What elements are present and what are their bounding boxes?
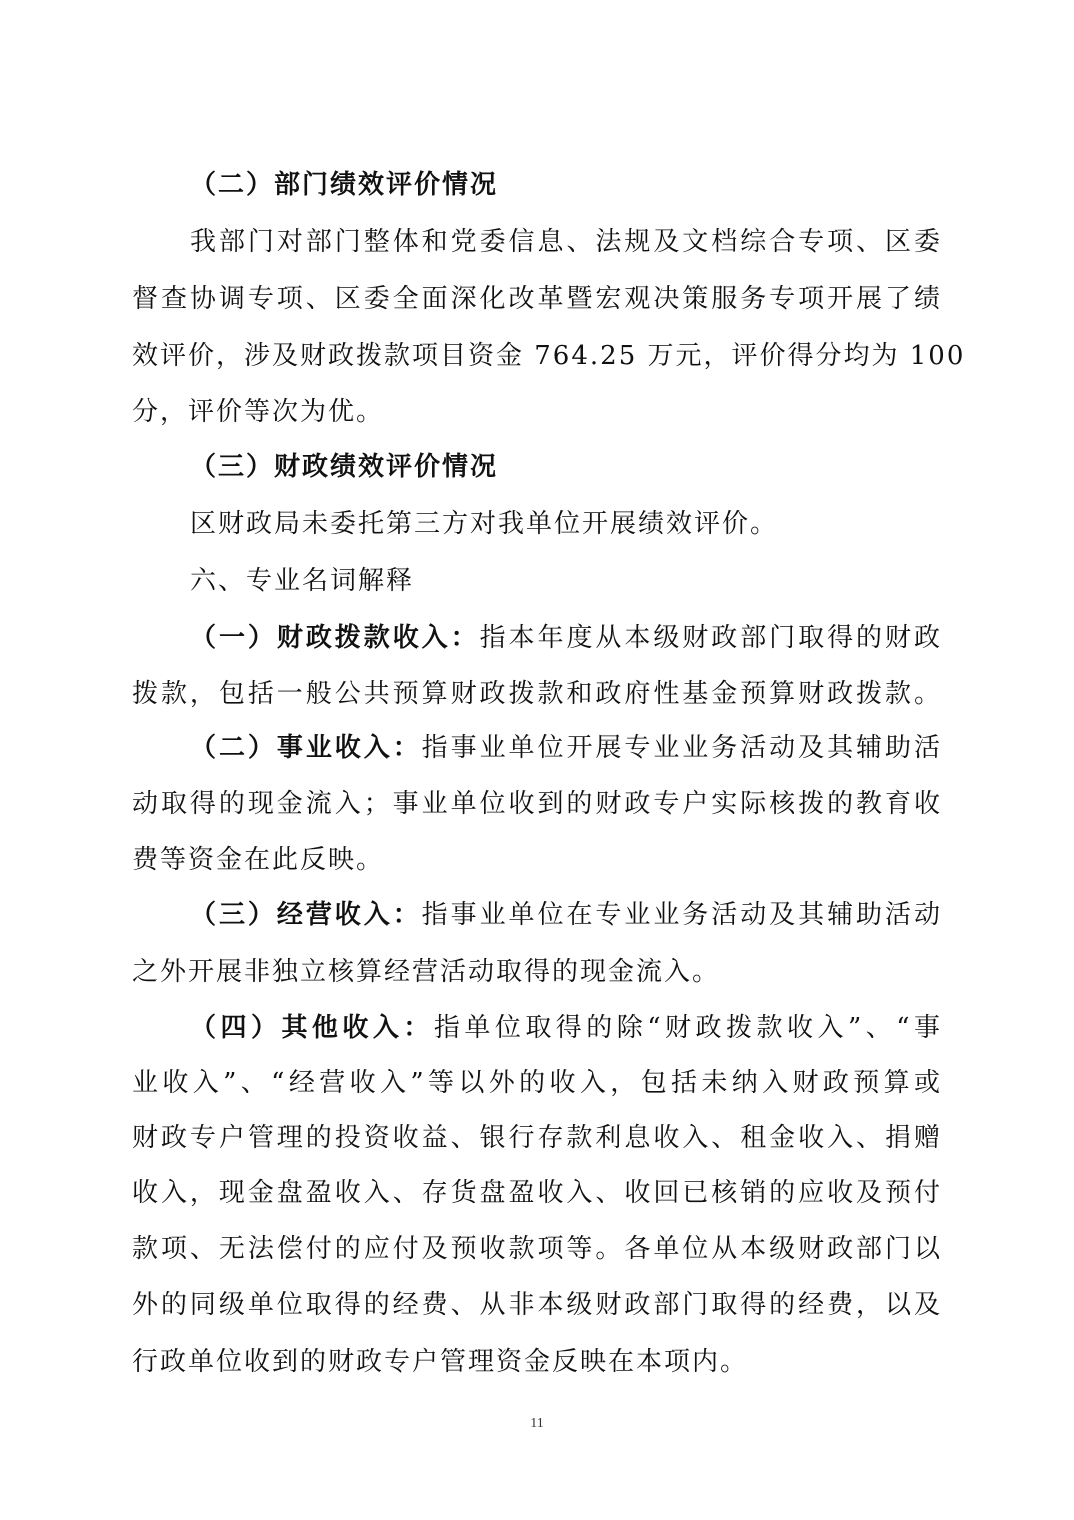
term-label: （二）事业收入： (190, 733, 422, 763)
paragraph-line: 拨款，包括一般公共预算财政拨款和政府性基金预算财政拨款。 (132, 679, 942, 709)
term-label: （四）其他收入： (190, 1013, 434, 1043)
term-definition-line: （二）事业收入：指事业单位开展专业业务活动及其辅助活 (190, 733, 942, 763)
page-number: 11 (530, 1416, 544, 1431)
paragraph-line: 财政专户管理的投资收益、银行存款利息收入、租金收入、捐赠 (132, 1123, 942, 1153)
paragraph-line: 效评价，涉及财政拨款项目资金 764.25 万元，评价得分均为 100 (132, 341, 966, 371)
paragraph-line: 我部门对部门整体和党委信息、法规及文档综合专项、区委 (190, 227, 942, 257)
term-definition-line: （三）经营收入：指事业单位在专业业务活动及其辅助活动 (190, 900, 942, 930)
paragraph-line: 业收入”、“经营收入”等以外的收入，包括未纳入财政预算或 (132, 1068, 942, 1098)
section-heading-terms: 六、专业名词解释 (190, 566, 415, 596)
term-label: （一）财政拨款收入： (190, 623, 480, 653)
term-definition-line: （一）财政拨款收入：指本年度从本级财政部门取得的财政 (190, 623, 942, 653)
section-heading-department-evaluation: （二）部门绩效评价情况 (190, 170, 499, 200)
paragraph-line: 督查协调专项、区委全面深化改革暨宏观决策服务专项开展了绩 (132, 284, 942, 314)
paragraph-line: 之外开展非独立核算经营活动取得的现金流入。 (132, 957, 721, 987)
paragraph-line: 费等资金在此反映。 (132, 845, 385, 875)
paragraph-line: 外的同级单位取得的经费、从非本级财政部门取得的经费，以及 (132, 1290, 942, 1320)
paragraph-line: 区财政局未委托第三方对我单位开展绩效评价。 (190, 509, 779, 539)
term-definition-line: （四）其他收入：指单位取得的除“财政拨款收入”、“事 (190, 1013, 942, 1043)
paragraph-line: 款项、无法偿付的应付及预收款项等。各单位从本级财政部门以 (132, 1234, 942, 1264)
paragraph-line: 分，评价等次为优。 (132, 397, 385, 427)
paragraph-line: 收入，现金盘盈收入、存货盘盈收入、收回已核销的应收及预付 (132, 1178, 942, 1208)
section-heading-finance-evaluation: （三）财政绩效评价情况 (190, 452, 499, 482)
paragraph-line: 动取得的现金流入；事业单位收到的财政专户实际核拨的教育收 (132, 789, 942, 819)
term-label: （三）经营收入： (190, 900, 422, 930)
paragraph-line: 行政单位收到的财政专户管理资金反映在本项内。 (132, 1347, 749, 1377)
